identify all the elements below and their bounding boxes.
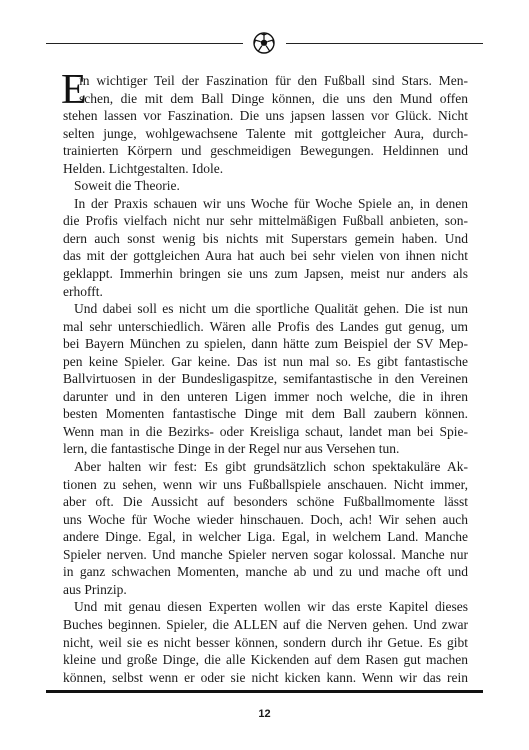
text-line: In der Praxis schauen wir uns Woche für Woche Spiele an, in denen [74, 195, 468, 211]
text-line: Spieler nerven. Und manche Spieler nerven sogar kolossal. Manche nur [63, 546, 468, 562]
text-line: selten junge, wohlgewachsene Talente mit gottgleicher Aura, durch- [63, 125, 468, 141]
text-line: in ganz schwachen Momenten, manche ab und zu und mache oft und [63, 564, 468, 580]
text-line: Und mit genau diesen Experten wollen wir das erste Kapitel dieses [74, 599, 468, 615]
text-line: Ballvirtuosen in der Bundesligaspitze, semifantastische in den Vereinen [63, 371, 468, 387]
text-line: aus Prinzip. [63, 581, 127, 597]
text-line: andere Dinge. Egal, in welcher Liga. Egal, in welchem Land. Manche [63, 529, 468, 545]
text-line: das mit der gottgleichen Aura hat auch bei sehr vielen von ihnen nicht [63, 248, 468, 264]
text-line: kleine und große Dinge, die alle Kickenden auf dem Rasen gut machen [63, 652, 468, 668]
text-line: können, selbst wenn er oder sie nicht kicken kann. Wenn wir das rein [63, 669, 468, 685]
text-line: geklappt. Immerhin bringen sie uns zum Japsen, meist nur anders als [63, 266, 468, 282]
text-line: in wichtiger Teil der Faszination für den Fußball sind Stars. Men- [79, 73, 468, 88]
text-line: die Profis vielfach nicht nur sehr mittelmäßigen Fußball anbieten, son- [63, 213, 468, 229]
text-line: tionen zu sehen, wenn wir uns Fußballspiele anschauen. Nicht immer, [63, 476, 468, 492]
text-line: Helden. Lichtgestalten. Idole. [63, 160, 224, 176]
header-rule-left [46, 43, 243, 44]
text-line: mal sehr unterschiedlich. Wären alle Profis des Landes gut genug, um [63, 318, 468, 334]
text-line: bei Bayern München zu spielen, dann hätte zum Beispiel der SV Mep- [63, 336, 468, 352]
text-line: pen keine Spieler. Gar keine. Das ist nun mal so. Es gibt fantastische [63, 353, 468, 369]
text-line: stehen lassen vor Faszination. Die uns japsen lassen vor Glück. Nicht [63, 108, 468, 124]
text-line: uns Woche für Woche wieder hinschauen. Doch, ach! Wir sehen auch [63, 511, 468, 527]
text-line: aber oft. Die Aussicht auf besonders schöne Fußballmomente lässt [63, 494, 468, 510]
text-line: Wenn man in die Bezirks- oder Kreisliga schaut, landet man bei Spie- [63, 423, 468, 439]
text-line: Und dabei soll es nicht um die sportliche Qualität gehen. Die ist nun [74, 301, 468, 317]
text-line: Aber halten wir fest: Es gibt grundsätzlich schon spektakuläre Ak- [74, 459, 468, 475]
text-line: darunter und in den unteren Ligen immer noch welche, die in ihren [63, 388, 468, 404]
text-line: erhofft. [63, 283, 103, 299]
text-line: schen, die mit dem Ball Dinge können, die uns den Mund offen [79, 90, 468, 106]
text-line: lern, die fantastische Dinge in der Regel nur aus Versehen tun. [63, 441, 400, 457]
body-text [61, 67, 468, 686]
footer-rule [46, 690, 483, 693]
header-rule-right [286, 43, 483, 44]
text-line: Buches beginnen. Spieler, die ALLEN auf die Nerven gehen. Und zwar [63, 616, 468, 632]
text-line: trainierten Körpern und geschmeidigen Bewegungen. Heldinnen und [63, 143, 468, 159]
text-line: Soweit die Theorie. [74, 178, 180, 194]
page-number: 12 [258, 708, 271, 720]
drop-cap: E [61, 67, 87, 113]
text-line: nicht, weil sie es nicht besser können, sondern durch ihr Getue. Es gibt [63, 634, 468, 650]
text-line: dern auch sonst wenig bis nichts mit Superstars gemein haben. Und [63, 230, 468, 246]
text-line: besten Momenten fantastische Dinge mit dem Ball zaubern können. [63, 406, 468, 422]
football-icon [253, 32, 275, 54]
